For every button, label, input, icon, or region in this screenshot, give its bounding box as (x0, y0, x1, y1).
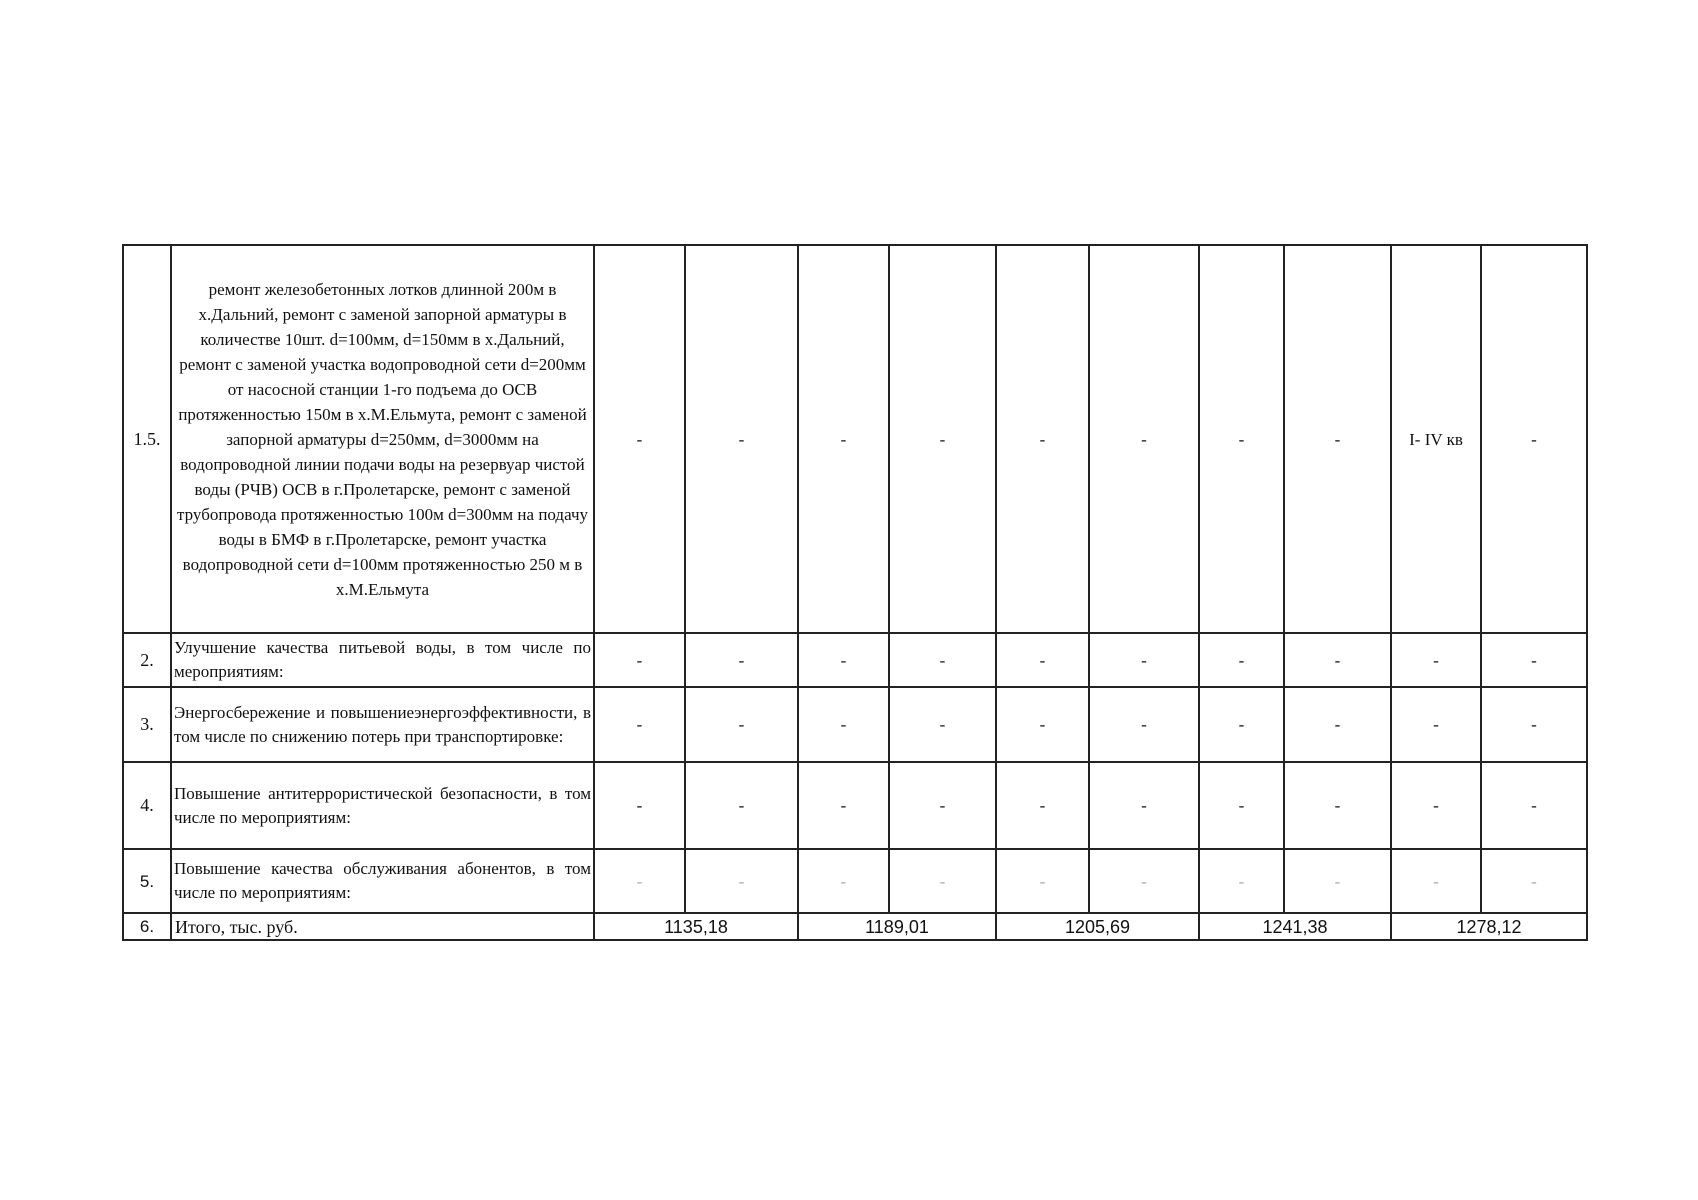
table-cell: - (798, 633, 889, 687)
table-row-2 (123, 633, 1587, 687)
table-cell: - (1199, 762, 1284, 849)
table-cell: - (1199, 245, 1284, 633)
total-value: 1135,18 (594, 913, 798, 940)
table-cell: - (1284, 762, 1391, 849)
table-row-1-5 (123, 245, 1587, 633)
table-cell: - (685, 762, 798, 849)
table-row-4 (123, 762, 1587, 849)
table-cell: - (1284, 849, 1391, 913)
table-cell: - (1089, 633, 1199, 687)
table-cell: - (685, 633, 798, 687)
table-cell: - (889, 687, 996, 762)
table-cell-quarter: I- IV кв (1391, 245, 1481, 633)
table-cell: - (594, 633, 685, 687)
table-cell: - (1481, 633, 1587, 687)
table-cell: - (798, 245, 889, 633)
row-description-first-line: Энергосбережение и повышение (174, 702, 415, 722)
table-row-total (123, 913, 1587, 940)
table-cell: - (1481, 687, 1587, 762)
table-cell: - (996, 687, 1089, 762)
row-number: 4. (123, 762, 171, 849)
table-cell: - (996, 762, 1089, 849)
table-cell: - (1199, 849, 1284, 913)
table-cell: - (1481, 849, 1587, 913)
table-cell: - (1199, 687, 1284, 762)
table-cell: - (996, 633, 1089, 687)
table-cell: - (798, 687, 889, 762)
row-description: Улучшение качества питьевой воды, в том числе по мероприятиям: (171, 633, 594, 687)
table-cell: - (798, 762, 889, 849)
table-cell: - (1284, 687, 1391, 762)
table-cell: - (1089, 687, 1199, 762)
table-cell: - (889, 762, 996, 849)
row-description-rest: энергоэффективности, в том числе по снижению потерь при транспортировке: (174, 702, 591, 746)
table-cell: - (1391, 633, 1481, 687)
table-cell: - (996, 849, 1089, 913)
table-cell: - (889, 633, 996, 687)
table-cell: - (594, 762, 685, 849)
table-cell: - (1391, 687, 1481, 762)
row-number: 2. (123, 633, 171, 687)
row-number: 6. (123, 913, 171, 940)
table-cell: - (594, 245, 685, 633)
table-cell: - (1284, 633, 1391, 687)
row-number: 3. (123, 687, 171, 762)
table-cell: - (1391, 849, 1481, 913)
table-cell: - (889, 245, 996, 633)
total-value: 1189,01 (798, 913, 996, 940)
table-cell: - (889, 849, 996, 913)
table-cell: - (1481, 762, 1587, 849)
row-number: 5. (123, 849, 171, 913)
table-cell: - (996, 245, 1089, 633)
table-row-5 (123, 849, 1587, 913)
table-cell: - (1391, 762, 1481, 849)
table-cell: - (1089, 245, 1199, 633)
table-row-3 (123, 687, 1587, 762)
table-cell: - (1089, 762, 1199, 849)
total-value: 1241,38 (1199, 913, 1391, 940)
table-cell: - (1089, 849, 1199, 913)
row-description: ремонт железобетонных лотков длинной 200м в х.Дальний, ремонт с заменой запорной арматуры в количестве 10шт. d=100мм, d=150мм в х.Дальний, ремонт с заменой участка водопроводной сети d=200мм от насосной станции 1-го подъема до ОСВ протяженностью 150м в х.М.Ельмута, ремонт с заменой запорной арматуры d=250мм, d=3000мм на водопроводной линии подачи воды на резервуар чистой воды (РЧВ) ОСВ в г.Пролетарске, ремонт с заменой трубопровода протяженностью 100м d=300мм на подачу воды в БМФ в г.Пролетарске, ремонт участка водопроводной сети d=100мм протяженностью 250 м в х.М.Ельмута (171, 245, 594, 633)
table-cell: - (685, 687, 798, 762)
investment-plan-table (122, 244, 1588, 941)
row-number: 1.5. (123, 245, 171, 633)
table-cell: - (594, 687, 685, 762)
row-description (171, 687, 594, 762)
row-description: Повышение антитеррористической безопасности, в том числе по мероприятиям: (171, 762, 594, 849)
total-value: 1205,69 (996, 913, 1199, 940)
table-cell: - (1284, 245, 1391, 633)
table-cell: - (685, 245, 798, 633)
total-label: Итого, тыс. руб. (171, 913, 594, 940)
total-value: 1278,12 (1391, 913, 1587, 940)
table-cell: - (1481, 245, 1587, 633)
table-cell: - (798, 849, 889, 913)
row-description: Повышение качества обслуживания абонентов, в том числе по мероприятиям: (171, 849, 594, 913)
table-cell: - (1199, 633, 1284, 687)
table-cell: - (685, 849, 798, 913)
table-cell: - (594, 849, 685, 913)
